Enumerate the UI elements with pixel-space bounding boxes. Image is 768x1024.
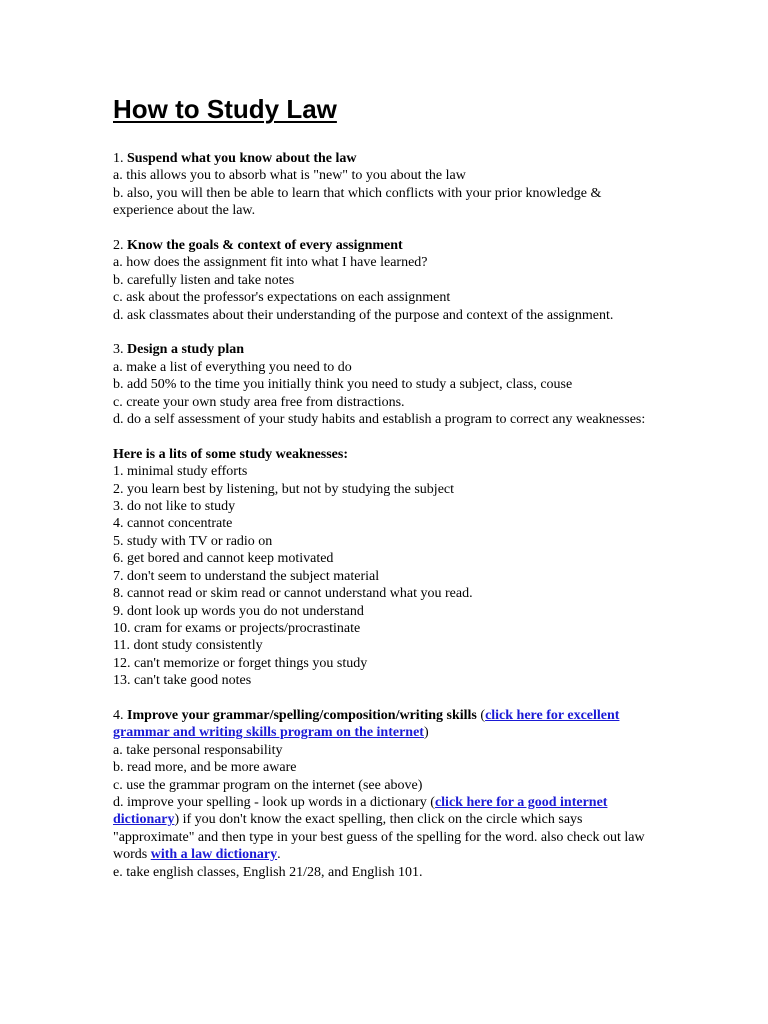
- list-item: d. do a self assessment of your study habits and establish a program to correct any weaknesses:: [113, 412, 646, 428]
- list-item: 6. get bored and cannot keep motivated: [113, 551, 334, 567]
- list-item: 10. cram for exams or projects/procrastinate: [113, 620, 361, 636]
- section-3: [113, 341, 658, 428]
- list-item: a. make a list of everything you need to do: [113, 359, 352, 375]
- list-item: c. use the grammar program on the internet (see above): [113, 777, 423, 793]
- grammar-program-link[interactable]: click here for excellent grammar and writing skills program on the internet: [113, 707, 620, 741]
- list-item: 2. you learn best by listening, but not by studying the subject: [113, 481, 455, 497]
- list-item: c. create your own study area free from distractions.: [113, 394, 405, 410]
- list-item: b. read more, and be more aware: [113, 760, 297, 776]
- list-item: 7. don't seem to understand the subject material: [113, 568, 380, 584]
- section-heading: 2. Know the goals & context of every assignment: [113, 238, 403, 254]
- section-heading: 3. Design a study plan: [113, 342, 245, 358]
- list-item: 3. do not like to study: [113, 499, 236, 515]
- section-heading: 1. Suspend what you know about the law: [113, 151, 357, 166]
- section-heading: 4. Improve your grammar/spelling/composition/writing skills (click here for excellent grammar and writing skills program on the internet): [113, 707, 620, 741]
- section-2: [113, 237, 658, 324]
- document-body: [113, 150, 658, 898]
- list-item: e. take english classes, English 21/28, and English 101.: [113, 864, 423, 880]
- list-item: a. this allows you to absorb what is "new" to you about the law: [113, 168, 466, 184]
- list-item: 11. dont study consistently: [113, 638, 263, 654]
- list-item: b. add 50% to the time you initially think you need to study a subject, class, couse: [113, 377, 573, 393]
- section-1: [113, 150, 658, 220]
- list-item: d. ask classmates about their understanding of the purpose and context of the assignment.: [113, 307, 614, 323]
- list-item: 5. study with TV or radio on: [113, 533, 273, 549]
- list-item: 13. can't take good notes: [113, 673, 252, 689]
- list-item: 8. cannot read or skim read or cannot understand what you read.: [113, 586, 473, 602]
- list-item: b. carefully listen and take notes: [113, 272, 295, 288]
- weaknesses-list: [113, 446, 658, 690]
- list-item: a. how does the assignment fit into what I have learned?: [113, 255, 428, 271]
- list-item: a. take personal responsability: [113, 742, 283, 758]
- list-item: 9. dont look up words you do not understand: [113, 603, 364, 619]
- list-item: d. improve your spelling - look up words in a dictionary (click here for a good internet dictionary) if you don't know the exact spelling, then click on the circle which says "approximate" and then type in your best guess of the spelling for the word. also check out law words with a law dictionary.: [113, 794, 645, 863]
- list-item: b. also, you will then be able to learn that which conflicts with your prior knowledge & experience about the law.: [113, 185, 602, 219]
- internet-dictionary-link[interactable]: click here for a good internet dictionary: [113, 794, 608, 828]
- list-item: c. ask about the professor's expectations on each assignment: [113, 290, 451, 306]
- list-item: 4. cannot concentrate: [113, 516, 233, 532]
- page-title: How to Study Law: [113, 94, 337, 124]
- law-dictionary-link[interactable]: with a law dictionary: [150, 847, 278, 863]
- list-item: 12. can't memorize or forget things you study: [113, 655, 368, 671]
- list-item: 1. minimal study efforts: [113, 464, 248, 480]
- weaknesses-heading: Here is a lits of some study weaknesses:: [113, 446, 349, 462]
- section-4: [113, 707, 658, 881]
